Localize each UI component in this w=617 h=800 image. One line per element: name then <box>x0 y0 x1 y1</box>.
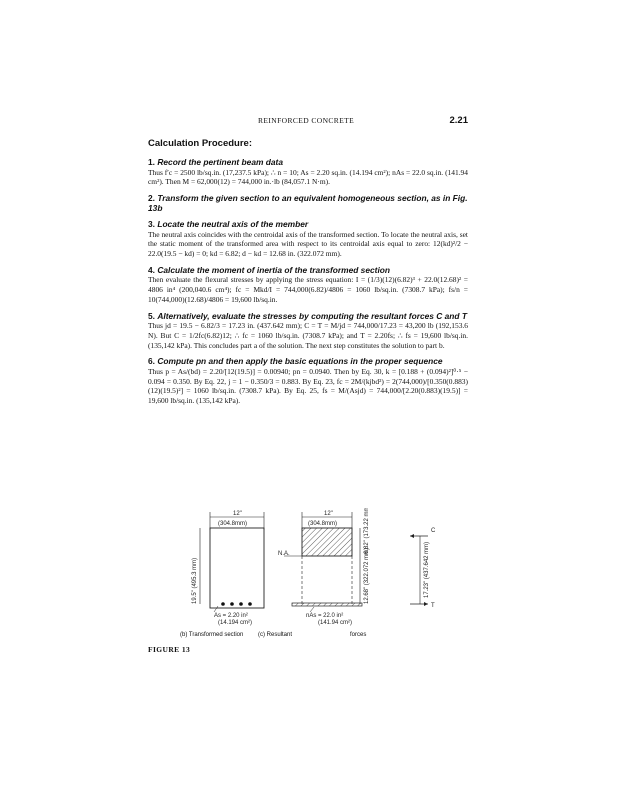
beam-section-diagram <box>178 508 478 628</box>
step-1 <box>148 158 468 187</box>
figure-13-diagram <box>178 508 478 628</box>
nas-label: nAs = 22.0 in² <box>306 613 344 619</box>
step-title: Alternatively, evaluate the stresses by computing the resultant forces C and T <box>157 310 467 321</box>
step-heading <box>148 194 468 213</box>
step-title: Record the pertinent beam data <box>157 157 283 167</box>
step-number: 5. <box>148 310 155 321</box>
step-title: Locate the neutral axis of the member <box>157 219 309 230</box>
step-body: Thus p = As/(bd) = 2.20/[12(19.5)] = 0.00940; pn = 0.0940. Then by Eq. 30, k = [0.188 + (0.094)²]⁰·⁵ − 0.094 = 0.350. By Eq. 22, j = 1 − 0.350/3 = 0.883. By Eq. 23, fc = 2M/(kjbd²) = 2(744,000)/[0.350(0.883)(12)(19.5)²] = 1060 lb/sq.in. (7308.7 kPa). By Eq. 25, fs = M/(Asjd) = 744,000/[2.20(0.883)(19.5)] = 19,600 lb/sq.in. (135,142 kPa). <box>148 366 468 405</box>
arrow-head-icon <box>410 534 414 538</box>
width-metric-label-b: (304.8mm) <box>308 521 338 527</box>
step-heading <box>148 220 468 230</box>
subcaptions <box>150 632 490 644</box>
force-t-label: T <box>431 603 435 609</box>
width-label-b: 12" <box>324 511 333 517</box>
step-number: 4. <box>148 264 155 275</box>
step-body: Thus jd = 19.5 − 6.82/3 = 17.23 in. (437.642 mm); C = T = M/jd = 744,000/17.23 = 43,200 lb (192,153.6 N). But C = 1/2fc(6.82)12; ∴ fc = 1060 lb/sq.in. (7308.7 kPa); and T = 2.20fs; ∴ fs = 19,600 lb/sq.in. (135,142 kPa). This concludes part a of the solution. The next step constitutes the solution to part b. <box>148 321 468 350</box>
rebar-dot <box>230 602 234 606</box>
step-body: Then evaluate the flexural stresses by applying the stress equation: I = (1/3)(12)(6.82)³ + 22.0(12.68)² = 4806 in⁴ (200,040.6 cm⁴); fc = Mkd/I = 744,000(6.82)/4806 = 1060 lb/sq.in. (7308.7 kPa); fs/n = 10(744,000)(12.68)/4806 = 19,600 lb/sq.in. <box>148 275 468 304</box>
kd-label: 6.82" (173.22 mm) <box>364 508 370 554</box>
as-metric-label: (14.194 cm²) <box>218 620 253 626</box>
subcaption-b: (b) Transformed section <box>180 632 244 638</box>
step-number: 2. <box>148 193 155 203</box>
step-heading <box>148 158 468 168</box>
nas-metric-label: (141.94 cm²) <box>318 620 353 626</box>
step-title: Transform the given section to an equivalent homogeneous section, as in Fig. 13b <box>148 193 468 213</box>
rebar-dot <box>239 602 243 606</box>
transformed-steel-strip <box>292 603 362 606</box>
resultant-forces <box>410 528 436 609</box>
step-6 <box>148 357 468 405</box>
depth-label: 19.5" (495.3 mm) <box>192 557 198 604</box>
step-heading <box>148 266 468 276</box>
step-title: Calculate the moment of inertia of the transformed section <box>157 264 391 275</box>
figure-caption: FIGURE 13 <box>148 645 191 654</box>
step-number: 6. <box>148 356 155 367</box>
main-content <box>148 138 468 413</box>
dkd-label: 12.68" (322.072 mm) <box>364 547 370 604</box>
step-body: Thus f′c = 2500 lb/sq.in. (17,237.5 kPa); ∴ n = 10; As = 2.20 sq.in. (14.194 cm²); nAs = 22.0 sq.in. (141.94 cm²). Then M = 62,000(12) = 744,000 in.·lb (84,057.1 N·m). <box>148 167 468 187</box>
running-header <box>148 116 468 130</box>
step-3 <box>148 220 468 259</box>
step-heading <box>148 312 468 322</box>
step-number: 3. <box>148 219 155 230</box>
width-label-a: 12" <box>233 511 242 517</box>
compression-zone <box>302 528 352 556</box>
subcaption-c-cont: forces <box>350 632 367 638</box>
jd-label: 17.23" (437.642 mm) <box>424 541 430 598</box>
step-number: 1. <box>148 157 155 167</box>
given-section <box>192 511 264 626</box>
as-label: As = 2.20 in² <box>214 613 248 619</box>
step-4 <box>148 266 468 305</box>
step-title: Compute pn and then apply the basic equations in the proper sequence <box>157 356 443 367</box>
force-c-label: C <box>431 528 436 534</box>
step-5 <box>148 312 468 351</box>
width-metric-label-a: (304.8mm) <box>218 521 248 527</box>
step-heading <box>148 357 468 367</box>
step-body: The neutral axis coincides with the centroidal axis of the transformed section. To locate the neutral axis, set the static moment of the transformed area with respect to its centroidal axis equal to zero: 12(kd)²/2 − 22.0(19.5 − kd) = 0; kd = 6.82; d − kd = 12.68 in. (322.072 mm). <box>148 229 468 259</box>
leader-line <box>310 607 314 612</box>
neutral-axis-label: N.A. <box>278 551 290 557</box>
rebar-dot <box>248 602 252 606</box>
header-title: REINFORCED CONCRETE <box>258 116 355 125</box>
subcaption-c: (c) Resultant <box>258 632 293 638</box>
arrow-head-icon <box>424 602 428 606</box>
leader-line <box>214 606 218 612</box>
transformed-section <box>278 508 370 626</box>
page-number: 2.21 <box>449 115 468 126</box>
step-2 <box>148 194 468 213</box>
beam-rectangle <box>210 528 264 608</box>
calculation-title: Calculation Procedure: <box>148 138 252 149</box>
rebar-dot <box>221 602 225 606</box>
